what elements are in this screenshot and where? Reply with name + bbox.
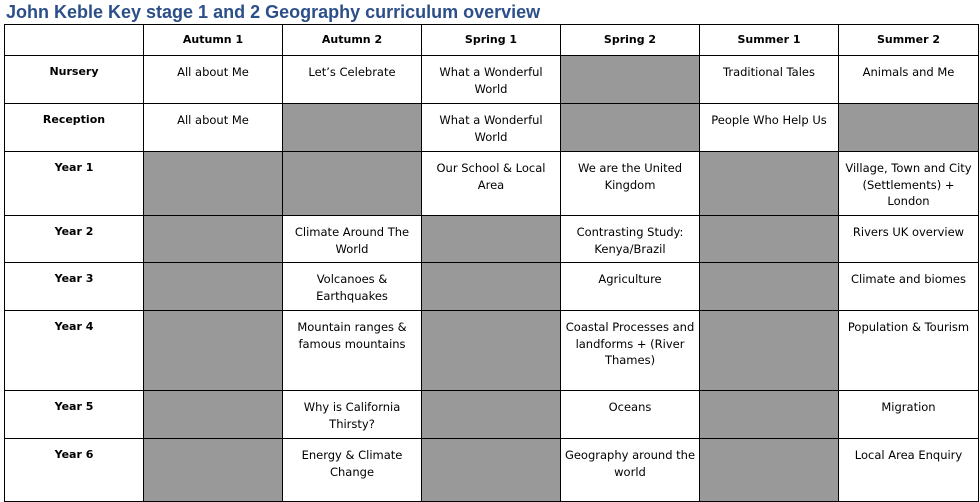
topic-cell-year-4-spring-2: Coastal Processes and landforms + (River Thames) bbox=[561, 311, 700, 391]
topic-cell-nursery-spring-1: What a Wonderful World bbox=[422, 56, 561, 104]
empty-shaded-cell bbox=[144, 216, 283, 263]
header-row bbox=[5, 25, 979, 56]
topic-cell-year-2-summer-2: Rivers UK overview bbox=[839, 216, 979, 263]
header-autumn-1: Autumn 1 bbox=[144, 25, 283, 56]
table-row-year-4 bbox=[5, 311, 979, 391]
row-label-year-3: Year 3 bbox=[5, 263, 144, 311]
table-row-year-6 bbox=[5, 439, 979, 502]
empty-shaded-cell bbox=[700, 439, 839, 502]
empty-shaded-cell bbox=[561, 56, 700, 104]
row-label-nursery: Nursery bbox=[5, 56, 144, 104]
header-summer-1: Summer 1 bbox=[700, 25, 839, 56]
topic-cell-year-2-autumn-2: Climate Around The World bbox=[283, 216, 422, 263]
empty-shaded-cell bbox=[144, 263, 283, 311]
empty-shaded-cell bbox=[700, 311, 839, 391]
topic-cell-year-3-autumn-2: Volcanoes & Earthquakes bbox=[283, 263, 422, 311]
empty-shaded-cell bbox=[283, 152, 422, 216]
row-label-reception: Reception bbox=[5, 104, 144, 152]
empty-shaded-cell bbox=[144, 439, 283, 502]
topic-cell-nursery-autumn-2: Let’s Celebrate bbox=[283, 56, 422, 104]
topic-cell-year-1-spring-1: Our School & Local Area bbox=[422, 152, 561, 216]
topic-cell-year-3-spring-2: Agriculture bbox=[561, 263, 700, 311]
table-row-nursery bbox=[5, 56, 979, 104]
topic-cell-year-5-autumn-2: Why is California Thirsty? bbox=[283, 391, 422, 439]
header-summer-2: Summer 2 bbox=[839, 25, 979, 56]
empty-shaded-cell bbox=[700, 263, 839, 311]
header-spring-1: Spring 1 bbox=[422, 25, 561, 56]
topic-cell-reception-spring-1: What a Wonderful World bbox=[422, 104, 561, 152]
empty-shaded-cell bbox=[700, 152, 839, 216]
table-row-year-1 bbox=[5, 152, 979, 216]
topic-cell-year-6-autumn-2: Energy & Climate Change bbox=[283, 439, 422, 502]
table-row-year-2 bbox=[5, 216, 979, 263]
topic-cell-nursery-summer-2: Animals and Me bbox=[839, 56, 979, 104]
row-label-year-1: Year 1 bbox=[5, 152, 144, 216]
header-autumn-2: Autumn 2 bbox=[283, 25, 422, 56]
topic-cell-year-4-autumn-2: Mountain ranges & famous mountains bbox=[283, 311, 422, 391]
row-label-year-2: Year 2 bbox=[5, 216, 144, 263]
empty-shaded-cell bbox=[144, 391, 283, 439]
table-row-year-5 bbox=[5, 391, 979, 439]
empty-shaded-cell bbox=[422, 311, 561, 391]
empty-shaded-cell bbox=[422, 216, 561, 263]
topic-cell-year-1-spring-2: We are the United Kingdom bbox=[561, 152, 700, 216]
header-corner-cell bbox=[5, 25, 144, 56]
topic-cell-year-1-summer-2: Village, Town and City (Settlements) + London bbox=[839, 152, 979, 216]
page-title: John Keble Key stage 1 and 2 Geography curriculum overview bbox=[6, 2, 541, 22]
header-spring-2: Spring 2 bbox=[561, 25, 700, 56]
row-label-year-5: Year 5 bbox=[5, 391, 144, 439]
topic-cell-nursery-autumn-1: All about Me bbox=[144, 56, 283, 104]
empty-shaded-cell bbox=[422, 391, 561, 439]
topic-cell-year-5-spring-2: Oceans bbox=[561, 391, 700, 439]
empty-shaded-cell bbox=[144, 152, 283, 216]
topic-cell-year-5-summer-2: Migration bbox=[839, 391, 979, 439]
topic-cell-nursery-summer-1: Traditional Tales bbox=[700, 56, 839, 104]
topic-cell-year-4-summer-2: Population & Tourism bbox=[839, 311, 979, 391]
row-label-year-4: Year 4 bbox=[5, 311, 144, 391]
topic-cell-year-2-spring-2: Contrasting Study: Kenya/Brazil bbox=[561, 216, 700, 263]
topic-cell-year-6-spring-2: Geography around the world bbox=[561, 439, 700, 502]
curriculum-table bbox=[4, 24, 979, 502]
topic-cell-reception-autumn-1: All about Me bbox=[144, 104, 283, 152]
topic-cell-year-6-summer-2: Local Area Enquiry bbox=[839, 439, 979, 502]
row-label-year-6: Year 6 bbox=[5, 439, 144, 502]
topic-cell-year-3-summer-2: Climate and biomes bbox=[839, 263, 979, 311]
empty-shaded-cell bbox=[700, 216, 839, 263]
empty-shaded-cell bbox=[283, 104, 422, 152]
empty-shaded-cell bbox=[700, 391, 839, 439]
empty-shaded-cell bbox=[422, 263, 561, 311]
table-row-reception bbox=[5, 104, 979, 152]
table-row-year-3 bbox=[5, 263, 979, 311]
empty-shaded-cell bbox=[144, 311, 283, 391]
topic-cell-reception-summer-1: People Who Help Us bbox=[700, 104, 839, 152]
empty-shaded-cell bbox=[422, 439, 561, 502]
empty-shaded-cell bbox=[839, 104, 979, 152]
empty-shaded-cell bbox=[561, 104, 700, 152]
